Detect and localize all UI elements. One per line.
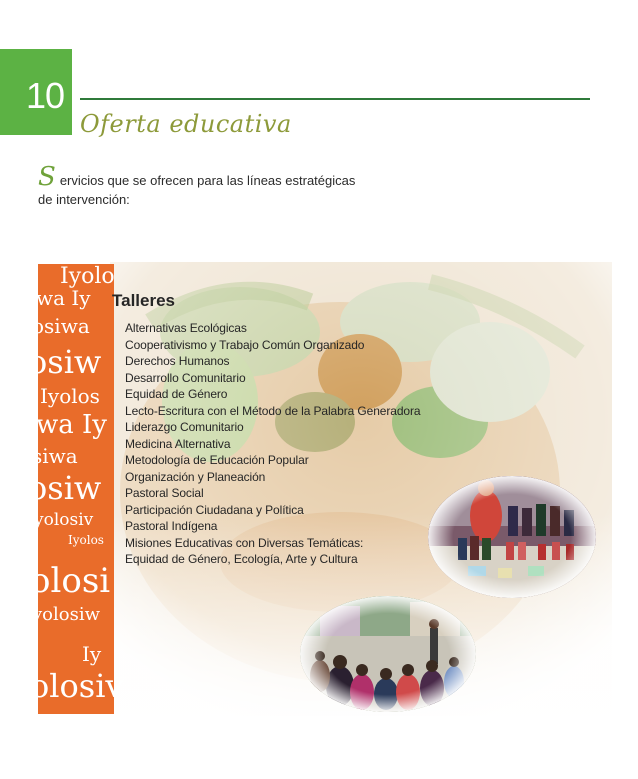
list-item: Misiones Educativas con Diversas Temáticas: bbox=[125, 535, 364, 550]
watermark-text: Iy bbox=[82, 642, 102, 666]
intro-line-1: ervicios que se ofrecen para las líneas estratégicas bbox=[59, 173, 356, 188]
watermark-text: yolosiw bbox=[32, 604, 101, 625]
watermark-text: Iyolos bbox=[40, 384, 100, 408]
watermark-text: wa Iy bbox=[36, 410, 107, 440]
inset-photo-meeting bbox=[300, 596, 476, 712]
decorative-side-bar bbox=[28, 264, 124, 714]
list-item: Equidad de Género, Ecología, Arte y Cultura bbox=[125, 552, 358, 566]
list-item: Pastoral Social bbox=[125, 486, 204, 500]
list-item: Lecto-Escritura con el Método de la Palabra Generadora bbox=[125, 403, 421, 418]
list-item: Desarrollo Comunitario bbox=[125, 370, 246, 385]
list-item: Participación Ciudadana y Política bbox=[125, 502, 304, 517]
intro-paragraph bbox=[38, 162, 458, 209]
list-item: Metodología de Educación Popular bbox=[125, 453, 309, 467]
list-item: Derechos Humanos bbox=[125, 354, 230, 368]
list-item: Cooperativismo y Trabajo Común Organizado bbox=[125, 337, 365, 352]
watermark-text: olosi bbox=[30, 561, 111, 601]
header-rule bbox=[80, 98, 590, 100]
watermark-text: siwa bbox=[32, 444, 78, 468]
list-item: Medicina Alternativa bbox=[125, 436, 231, 451]
watermark-text: olosiv bbox=[30, 667, 124, 705]
list-item: Pastoral Indígena bbox=[125, 519, 218, 533]
intro-line-2: de intervención: bbox=[38, 192, 130, 207]
drop-cap: S bbox=[38, 162, 56, 192]
watermark-text: Iyolos bbox=[68, 533, 104, 547]
list-item: Equidad de Género bbox=[125, 387, 228, 401]
watermark-text: osiw bbox=[28, 469, 102, 507]
watermark-text: Iyolo bbox=[60, 264, 115, 289]
watermark-text: osiw bbox=[28, 343, 102, 381]
watermark-text: yolosiv bbox=[34, 510, 94, 530]
list-item: Organización y Planeación bbox=[125, 469, 266, 484]
list-item: Alternativas Ecológicas bbox=[125, 321, 247, 335]
workshops-heading: Talleres bbox=[112, 291, 176, 310]
page-number: 10 bbox=[26, 75, 65, 116]
section-title: Oferta educativa bbox=[80, 110, 292, 138]
inset-photo-medicine bbox=[428, 476, 596, 598]
watermark-text: wa Iy bbox=[36, 286, 91, 310]
list-item: Liderazgo Comunitario bbox=[125, 420, 244, 434]
watermark-text: osiwa bbox=[32, 314, 90, 338]
